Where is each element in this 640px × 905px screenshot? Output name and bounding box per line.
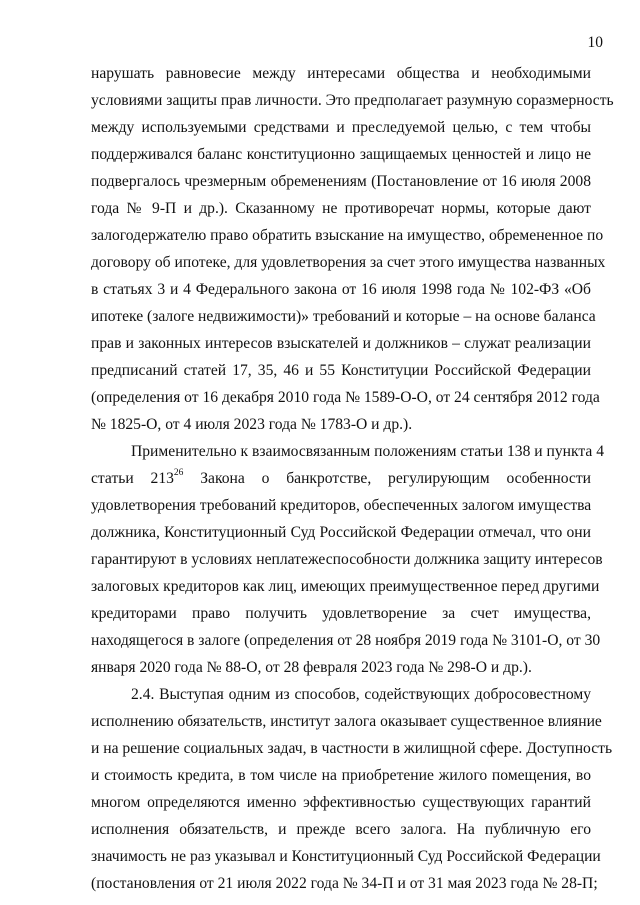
- text-line: договору об ипотеке, для удовлетворения за счет этого имущества названных: [91, 254, 606, 271]
- text-line-with-superscript: [91, 466, 591, 492]
- text-line: года № 9-П и др.). Сказанному не противоречат нормы, которые дают: [91, 200, 591, 217]
- text-line: нарушать равновесие между интересами общества и необходимыми: [91, 65, 591, 82]
- text-line: и стоимость кредита, в том числе на приобретение жилого помещения, во: [91, 767, 591, 784]
- text-line: между используемыми средствами и преследуемой целью, с тем чтобы: [91, 119, 591, 136]
- text-line: ипотеке (залоге недвижимости)» требований и которые – на основе баланса: [91, 308, 596, 325]
- text-line: залоговых кредиторов как лиц, имеющих преимущественное перед другими: [91, 578, 600, 595]
- text-line: залогодержателю право обратить взыскание на имущество, обремененное по: [91, 227, 604, 244]
- text-line: в статьях 3 и 4 Федерального закона от 16 июля 1998 года № 102-ФЗ «Об: [91, 281, 591, 298]
- text-line: (постановления от 21 июля 2022 года № 34-П и от 31 мая 2023 года № 28-П;: [91, 875, 598, 892]
- text-line: января 2020 года № 88-О, от 28 февраля 2023 года № 298-О и др.).: [91, 659, 532, 676]
- text-line: № 1825-О, от 4 июля 2023 года № 1783-О и др.).: [91, 416, 413, 433]
- text-line: и на решение социальных задач, в частности в жилищной сфере. Доступность: [91, 740, 613, 757]
- article-ref: статьи 213: [91, 470, 174, 487]
- text-line-rest: Закона о банкротстве, регулирующим особенности: [183, 470, 591, 487]
- text-line: кредиторами право получить удовлетворение за счет имущества,: [91, 605, 591, 622]
- text-line: находящегося в залоге (определения от 28 ноября 2019 года № 3101-О, от 30: [91, 632, 601, 649]
- text-line: подвергалось чрезмерным обременениям (Постановление от 16 июля 2008: [91, 173, 591, 190]
- text-line: предписаний статей 17, 35, 46 и 55 Конституции Российской Федерации: [91, 362, 591, 379]
- superscript-26: 26: [173, 467, 184, 478]
- text-line: прав и законных интересов взыскателей и должников – служат реализации: [91, 335, 591, 352]
- text-line: гарантируют в условиях неплатежеспособности должника защиту интересов: [91, 551, 603, 568]
- text-line: многом определяются именно эффективностью существующих гарантий: [91, 794, 591, 811]
- text-line: исполнения обязательств, и прежде всего залога. На публичную его: [91, 821, 591, 838]
- text-line: условиями защиты прав личности. Это предполагает разумную соразмерность: [91, 92, 614, 109]
- text-line: значимость не раз указывал и Конституционный Суд Российской Федерации: [91, 848, 601, 865]
- paragraph-first-line: Применительно к взаимосвязанным положениям статьи 138 и пункта 4: [131, 443, 605, 460]
- text-line: удовлетворения требований кредиторов, обеспеченных залогом имущества: [91, 497, 592, 514]
- text-line: поддерживался баланс конституционно защищаемых ценностей и лицо не: [91, 146, 591, 163]
- text-line: исполнению обязательств, институт залога оказывает существенное влияние: [91, 713, 602, 730]
- page-number: 10: [587, 34, 603, 51]
- text-line: должника, Конституционный Суд Российской Федерации отмечал, что они: [91, 524, 591, 541]
- text-line: (определения от 16 декабря 2010 года № 1589-О-О, от 24 сентября 2012 года: [91, 389, 600, 406]
- paragraph-first-line: 2.4. Выступая одним из способов, содействующих добросовестному: [131, 686, 591, 703]
